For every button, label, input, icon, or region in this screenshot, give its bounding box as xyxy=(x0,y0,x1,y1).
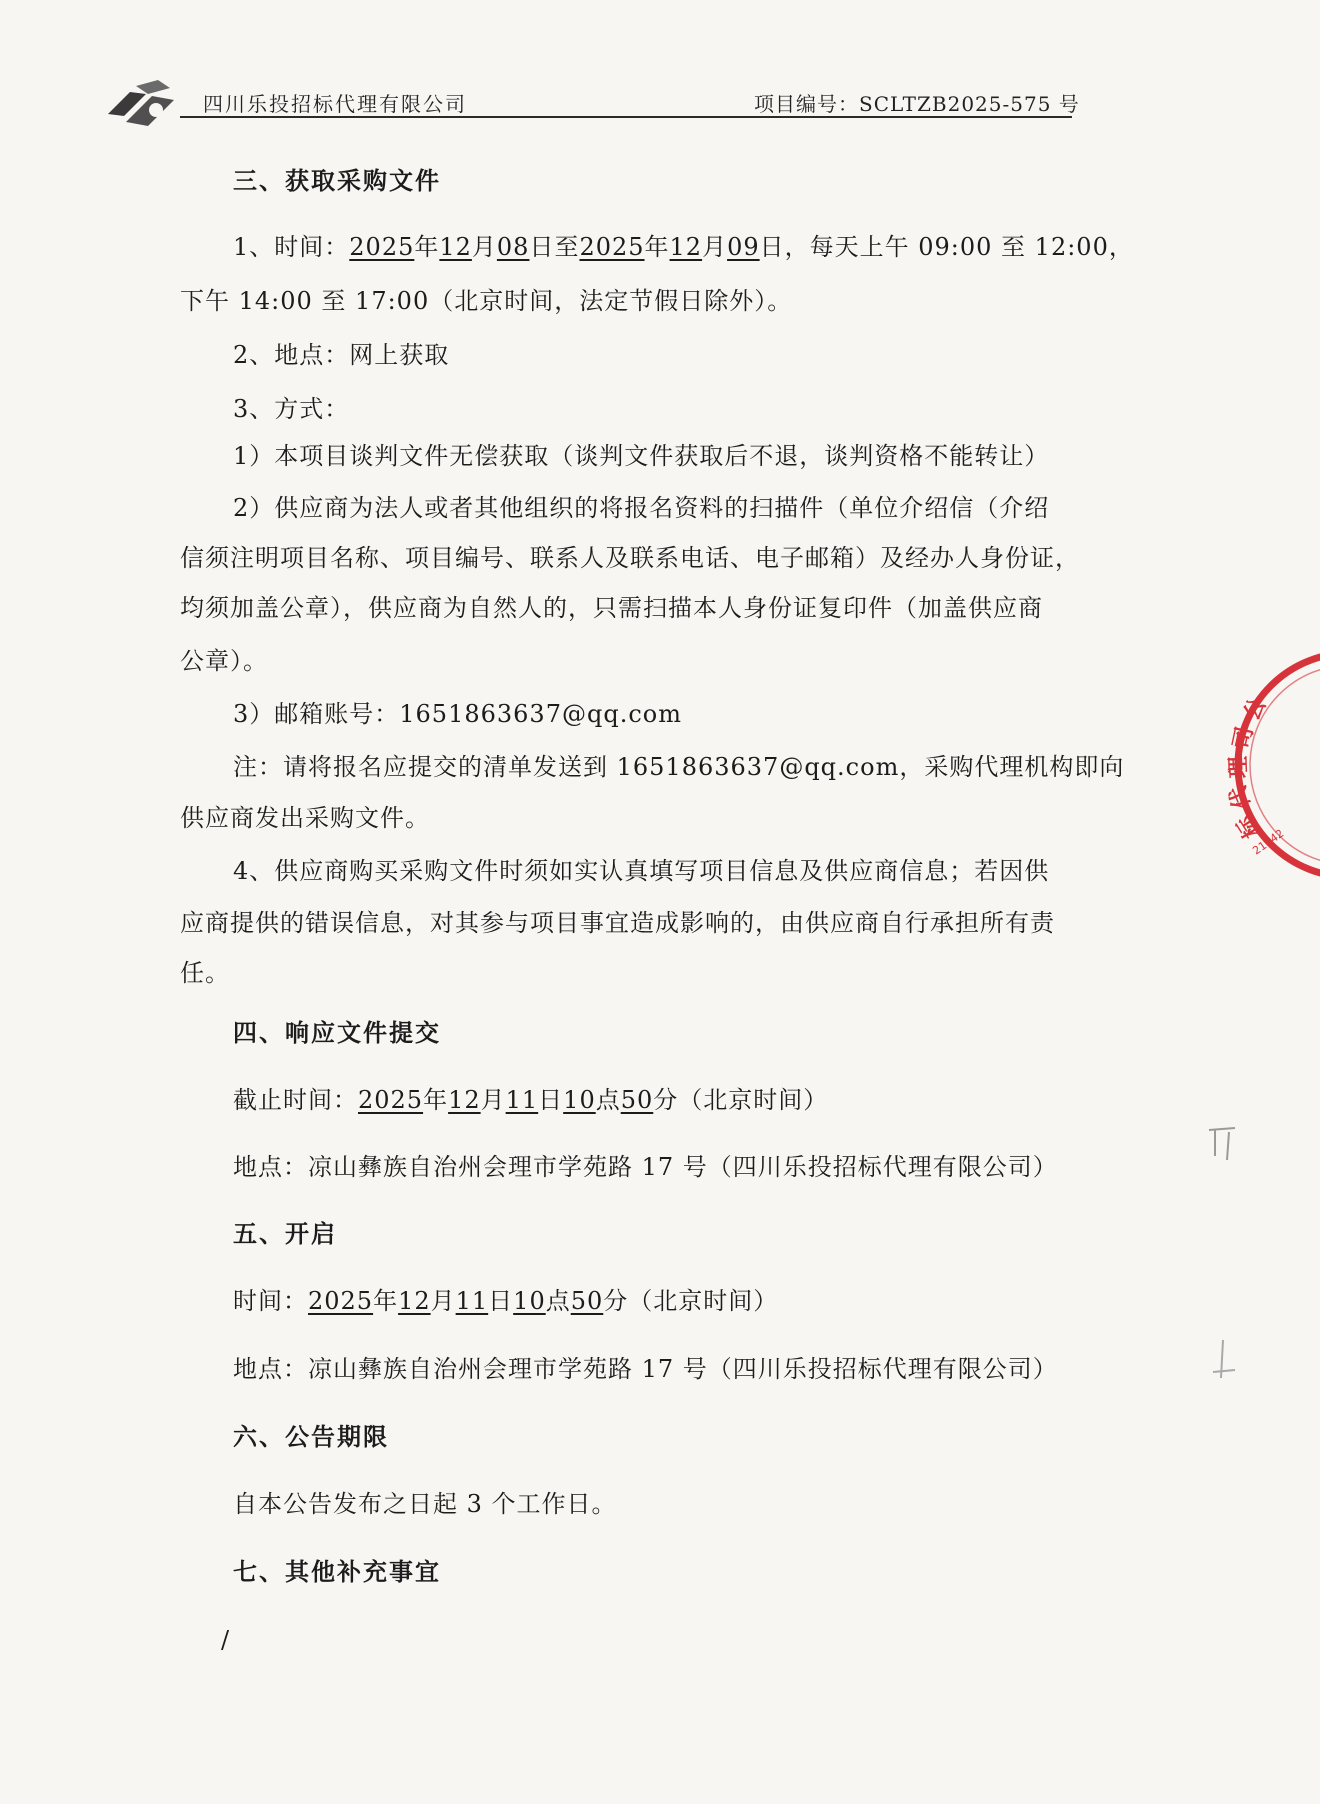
svg-text:代: 代 xyxy=(1225,783,1256,812)
method-item-2-line3: 均须加盖公章），供应商为自然人的，只需扫描本人身份证复印件（加盖供应商 xyxy=(180,594,1043,622)
email-account: 3）邮箱账号：1651863637@qq.com xyxy=(233,700,682,728)
item-4-line1: 4、供应商购买采购文件时须如实认真填写项目信息及供应商信息；若因供 xyxy=(233,857,1050,885)
section-3-heading: 三、获取采购文件 xyxy=(233,166,441,195)
announcement-period: 自本公告发布之日起 3 个工作日。 xyxy=(233,1490,617,1518)
acquisition-method: 3、方式： xyxy=(233,395,350,423)
acquisition-time-line2: 下午 14:00 至 17:00（北京时间，法定节假日除外）。 xyxy=(180,287,793,315)
supplementary-content: / xyxy=(221,1626,231,1654)
start-year: 2025 xyxy=(349,233,415,261)
project-number xyxy=(754,88,1080,117)
margin-stamp-marks xyxy=(1205,1120,1245,1400)
project-number-label: 项目编号： xyxy=(754,92,859,116)
section-7-heading: 七、其他补充事宜 xyxy=(233,1557,441,1586)
company-name: 四川乐投招标代理有限公司 xyxy=(203,92,467,116)
company-logo xyxy=(100,72,182,134)
project-number-suffix: 号 xyxy=(1058,92,1080,116)
opening-place: 地点：凉山彝族自治州会理市学苑路 17 号（四川乐投招标代理有限公司） xyxy=(233,1355,1058,1383)
method-item-2-line4: 公章）。 xyxy=(180,647,268,675)
section-6-heading: 六、公告期限 xyxy=(233,1422,389,1451)
method-item-1: 1）本项目谈判文件无偿获取（谈判文件获取后不退，谈判资格不能转让） xyxy=(233,442,1050,470)
svg-text:标: 标 xyxy=(1232,810,1266,843)
opening-time: 时间：2025年12月11日10点50分（北京时间） xyxy=(233,1287,779,1315)
end-month: 12 xyxy=(669,233,703,261)
note-line2: 供应商发出采购文件。 xyxy=(180,804,430,832)
item-4-line3: 任。 xyxy=(180,959,230,987)
item-4-line2: 应商提供的错误信息，对其参与项目事宜造成影响的，由供应商自行承担所有责 xyxy=(180,909,1055,937)
acquisition-place: 2、地点：网上获取 xyxy=(233,341,450,369)
end-year: 2025 xyxy=(579,233,645,261)
svg-text:公: 公 xyxy=(1239,693,1272,725)
svg-text:21842: 21842 xyxy=(1250,826,1287,858)
start-month: 12 xyxy=(439,233,472,261)
submission-deadline: 截止时间：2025年12月11日10点50分（北京时间） xyxy=(233,1086,829,1114)
svg-text:司: 司 xyxy=(1229,724,1259,752)
section-5-heading: 五、开启 xyxy=(233,1219,337,1248)
svg-text:理: 理 xyxy=(1226,755,1252,779)
company-seal xyxy=(1190,650,1320,880)
acquisition-time: 1、时间：2025年12月08日至2025年12月09日，每天上午 09:00 至 12:00， xyxy=(233,233,1134,261)
submission-place: 地点：凉山彝族自治州会理市学苑路 17 号（四川乐投招标代理有限公司） xyxy=(233,1153,1058,1181)
method-item-2-line1: 2）供应商为法人或者其他组织的将报名资料的扫描件（单位介绍信（介绍 xyxy=(233,494,1050,522)
start-day: 08 xyxy=(496,233,530,261)
project-number-value: SCLTZB2025-575 xyxy=(859,92,1052,116)
note-line1: 注：请将报名应提交的清单发送到 1651863637@qq.com，采购代理机构即向 xyxy=(233,753,1125,781)
section-4-heading: 四、响应文件提交 xyxy=(233,1018,441,1047)
end-day: 09 xyxy=(727,233,760,261)
method-item-2-line2: 信须注明项目名称、项目编号、联系人及联系电话、电子邮箱）及经办人身份证， xyxy=(180,544,1080,572)
header-divider xyxy=(180,116,1072,118)
